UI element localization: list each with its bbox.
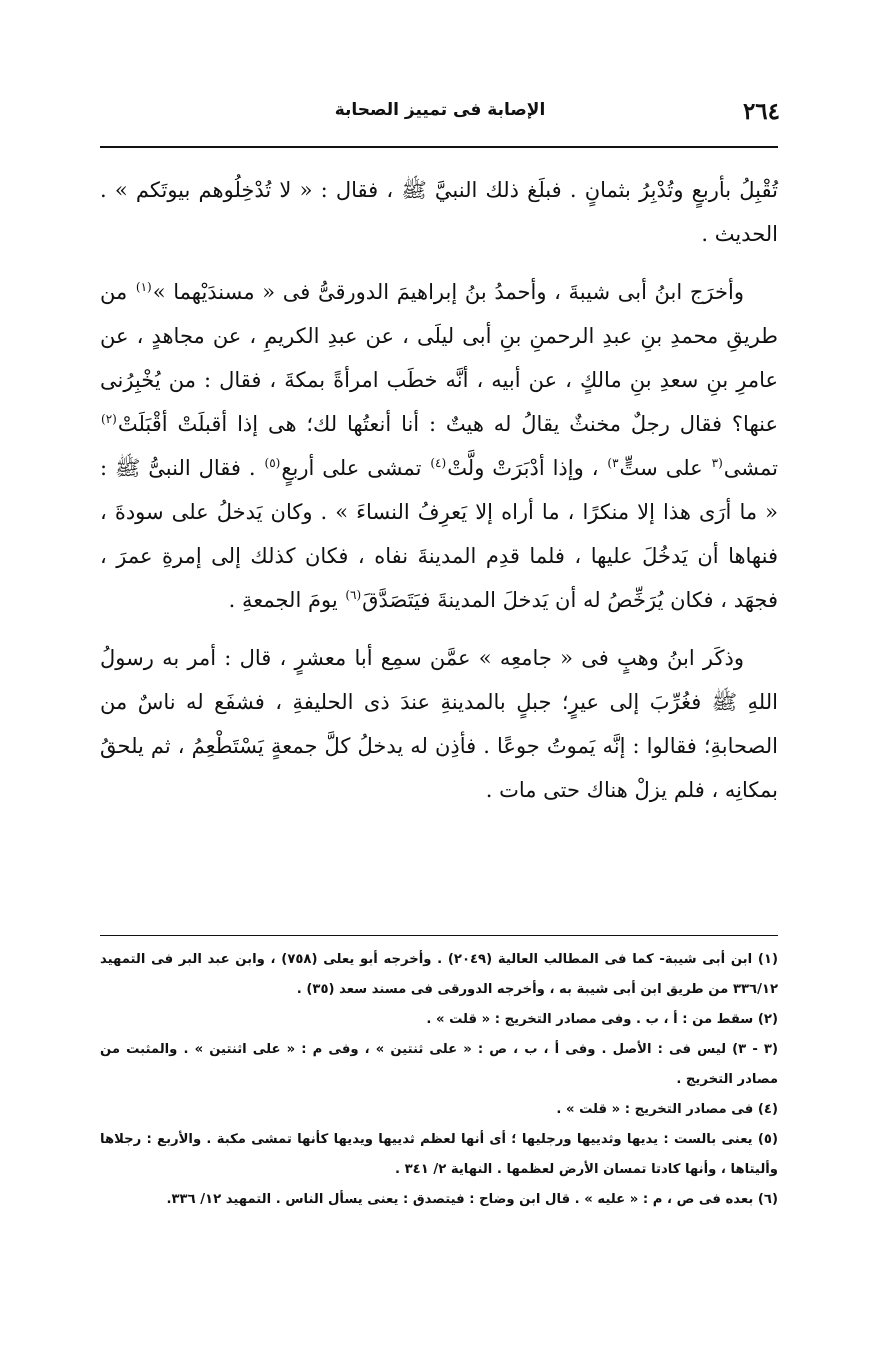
text-span: ، وإذا أدْبَرَتْ ولَّتْ: [447, 456, 607, 480]
paragraph-2: [100, 270, 778, 622]
main-text: [100, 168, 778, 826]
footnotes: [100, 945, 778, 1215]
text-span: على ستٍّ: [619, 456, 711, 480]
header-rule: [100, 146, 778, 148]
footnote-marker: (٢): [101, 412, 117, 426]
footnote-2: (٢) سقط من : أ ، ب . وفى مصادر التخريج : « قلت » .: [426, 1012, 778, 1027]
footnote-marker: ٣): [607, 456, 619, 470]
footnote-marker: (٤): [430, 456, 447, 470]
paragraph-1: تُقْبِلُ بأربعٍ وتُدْبِرُ بثمانٍ . فبلَغ ذلك النبيَّ ﷺ ، فقال : « لا تُدْخِلُوهم بيوتَكم » . الحديث .: [100, 178, 778, 246]
text-span: تمشى على أربعٍ: [281, 456, 430, 480]
page-number: ٢٦٤: [742, 98, 780, 125]
footnote-rule: [100, 935, 778, 936]
text-span: يومَ الجمعةِ .: [228, 588, 345, 612]
footnote-3: (٣ - ٣) ليس فى : الأصل . وفى أ ، ب ، ص : « على ثنتين » ، وفى م : « على اثنتين » . والمثبت من مصادر التخريج .: [100, 1042, 778, 1087]
footnote-marker: (٥): [264, 456, 281, 470]
footnote-marker: (٣: [711, 456, 723, 470]
footnote-5: (٥) يعنى بالست : يديها وثدييها ورجليها ؛ أى أنها لعظم ثدييها ويديها كأنها تمشى مكبة . والأربع : رجلاها وأليتاها ، وأنها كادتا تمسان الأرض لعظمها . النهاية ٢/ ٣٤١ .: [100, 1132, 778, 1177]
text-span: من طريقِ محمدِ بنِ عبدِ الرحمنِ بنِ أبى ليلَى ، عن عبدِ الكريمِ ، عن مجاهدٍ ، عن عامرِ بنِ سعدِ بنِ مالكٍ ، عن أبيه ، أنَّه خطَب امرأةً بمكةَ ، فقال : من يُخْبِرُنى عنها؟ فقال رجلٌ مخنثٌ يقالُ له هيتٌ : أنا أنعتُها لك؛ هى إذا أقبلَتْ أقْبَلَتْ: [100, 280, 779, 436]
footnote-6: (٦) بعده فى ص ، م : « عليه » . قال ابن وضاح : فيتصدق : يعنى يسأل الناس . التمهيد ١٢/ ٣٣٦.: [166, 1192, 778, 1207]
footnote-marker: (٦): [345, 588, 362, 602]
text-span: وأخرَج ابنُ أبى شيبةَ ، وأحمدُ بنُ إبراهيمَ الدورقىُّ فى « مسندَيْهما »: [152, 280, 744, 304]
footnote-1: (١) ابن أبى شيبة- كما فى المطالب العالية (٢٠٤٩) . وأخرجه أبو يعلى (٧٥٨) ، وابن عبد البر فى التمهيد ٣٣٦/١٢ من طريق ابن أبى شيبة به ، وأخرجه الدورقى فى مسند سعد (٣٥) .: [100, 952, 778, 997]
text-span: . فقال النبىُّ ﷺ : « ما أرَى هذا إلا منكرًا ، ما أراه إلا يَعرِفُ النساءَ » . وكان يَدخلُ على سودةَ ، فنهاها أن يَدخُلَ عليها ، فلما قدِم المدينةَ نفاه ، فكان كذلك إلى إمرةِ عمرَ ، فجهَد ، فكان يُرَخِّصُ له أن يَدخلَ المدينةَ فيَتَصَدَّقَ: [100, 456, 778, 612]
paragraph-3: وذكَر ابنُ وهبٍ فى « جامعِه » عمَّن سمِع أبا معشرٍ ، قال : أمر به رسولُ اللهِ ﷺ فغُرِّبَ إلى عيرٍ؛ جبلٍ بالمدينةِ عندَ ذى الحليفةِ ، فشفَع له ناسٌ من الصحابةِ؛ فقالوا : إنَّه يَموتُ جوعًا . فأذِن له يدخلُ كلَّ جمعةٍ يَسْتَطْعِمُ ، ثم يلحقُ بمكانِه ، فلم يزلْ هناك حتى مات .: [100, 646, 778, 802]
text-span: تمشى: [723, 456, 778, 480]
footnote-4: (٤) فى مصادر التخريج : « قلت » .: [556, 1102, 778, 1117]
footnote-marker: (١): [135, 280, 152, 294]
page-header: [100, 98, 780, 132]
running-title: الإصابة فى تمييز الصحابة: [334, 100, 546, 120]
